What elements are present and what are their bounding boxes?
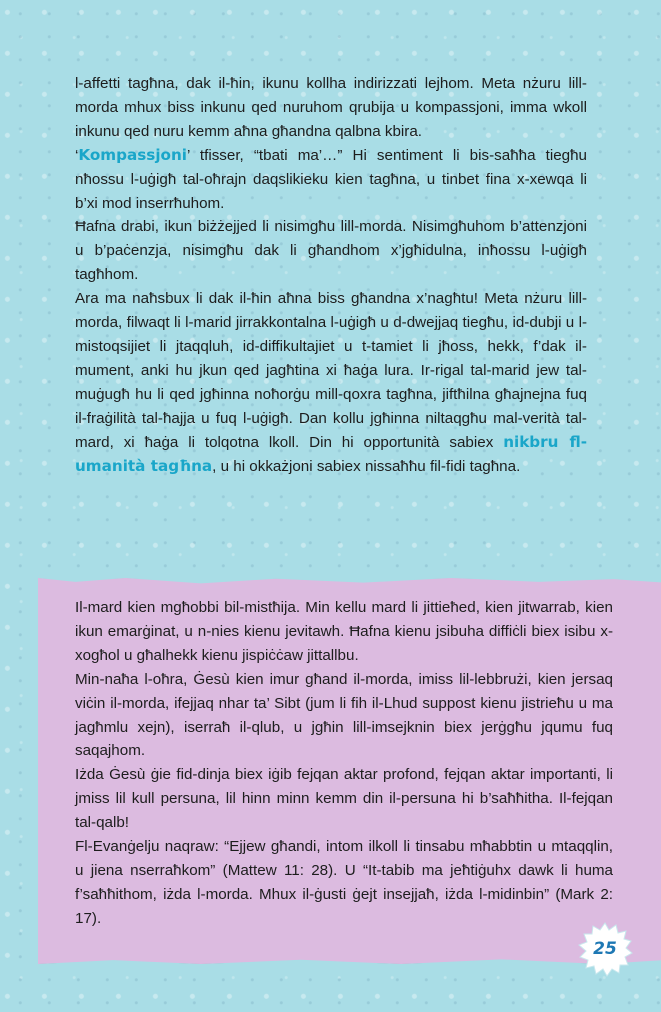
paragraph-text: , u hi okkażjoni sabiex nissaħħu fil-fidi tagħna. — [212, 457, 521, 475]
paragraph-opportunity — [75, 287, 587, 478]
paragraph: Iżda Ġesù ġie fid-dinja biex iġib fejqan aktar profond, fejqan aktar importanti, li jmiss lil kull persuna, lil hinn minn kemm din il-persuna hi b’saħħitha. Il-fejqan tal-qalb! — [75, 766, 613, 832]
paragraph-text: ’ tfisser, “tbati ma’…” Hi sentiment li bis-saħħa tiegħu nħossu l-uġigħ tal-oħrajn daqslikieku kien tagħna, u tinbet fina x-xewqa li b’xi mod inserrħuhom. — [75, 146, 587, 212]
paragraph: Min-naħa l-oħra, Ġesù kien imur għand il-morda, imiss lil-lebbrużi, kien jersaq viċin il-morda, ifejjaq nhar ta’ Sibt (jum li fih il-Lhud suppost kienu jistrieħu u ma jagħmlu xejn), iserraħ il-qlub, u jgħin lill-imsejknin biex jerġgħu jqumu fuq saqajhom. — [75, 670, 613, 760]
paragraph: Il-mard kien mgħobbi bil-mistħija. Min kellu mard li jittieħed, kien jitwarrab, kien ikun emarġinat, u n-nies kienu jevitawh. Ħafna kienu jsibuha diffiċli biex isibu x-xogħol u għalhekk kienu jispiċċaw jittallbu. — [75, 599, 613, 664]
highlight-term: nikbru fl-umanità tagħna — [75, 432, 587, 475]
highlight-term: Kompassjoni — [78, 145, 187, 164]
page-number-badge — [577, 921, 633, 977]
paragraph-compassion — [75, 144, 587, 216]
page-number: 25 — [593, 939, 617, 959]
bottom-text-block — [75, 596, 613, 931]
quote-open: ‘ — [75, 146, 79, 164]
paragraph: Fl-Evanġelju naqraw: “Ejjew għandi, intom ilkoll li tinsabu mħabbtin u mtaqqlin, u jiena nserraħkom” (Mattew 11: 28). U “It-tabib ma jeħtiġuhx dawk li huma f’saħħithom, iżda l-morda. Mhux il-ġusti ġejt insejjaħ, iżda l-midinbin” (Mark 2: 17). — [75, 838, 613, 927]
paragraph: Ħafna drabi, ikun biżżejjed li nisimgħu lill-morda. Nisimgħuhom b’attenzjoni u b’paċenzja, nisimgħu dak li għandhom x’jgħidulna, inħossu l-uġigħ tagħhom. — [75, 218, 587, 284]
paragraph: l-affetti tagħna, dak il-ħin, ikunu kollha indirizzati lejhom. Meta nżuru lill-morda mhux biss inkunu qed nuruhom qrubija u kompassjoni, imma wkoll inkunu qed nuru kemm aħna għandna qalbna kbira. — [75, 75, 587, 140]
top-text-block — [75, 72, 587, 478]
paragraph-text: Ara ma naħsbux li dak il-ħin aħna biss għandna x’nagħtu! Meta nżuru lill-morda, filwaqt li l-marid jirrakkontalna l-uġigħ u d-dwejjaq tiegħu, id-dubji u l-mistoqsijiet li jtaqqluh, id-diffikultajiet u t-tamiet li jħoss, hekk, f’dak il-mument, anki hu jkun qed jagħtina xi ħaġa lura. Ir-rigal tal-marid jew tal-muġugħ hu li qed jgħinna noħorġu mill-qoxra tagħna, jiftħilna għajnejna fuq il-fraġilità tal-ħajja u fuq l-uġigħ. Dan kollu jgħinna niltaqgħu mal-verità tal-mard, xi ħaġa li tolqotna lkoll. Din hi opportunità sabiex — [75, 290, 587, 451]
